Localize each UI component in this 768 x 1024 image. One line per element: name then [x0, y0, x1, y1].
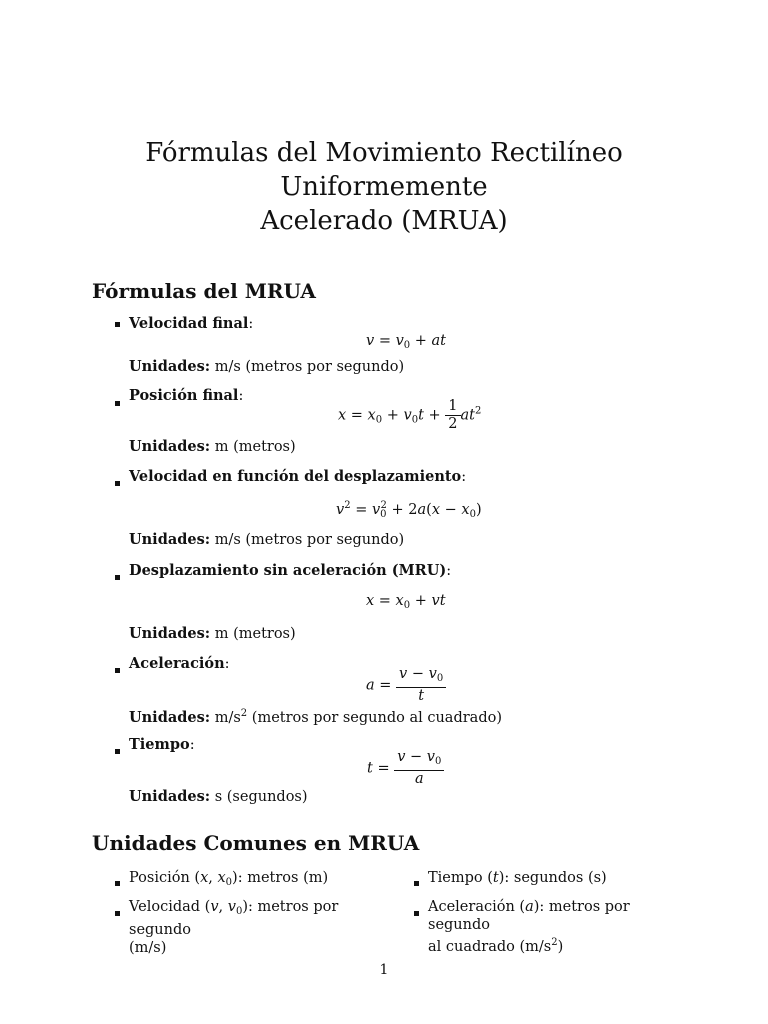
item-label: Velocidad en función del desplazamiento	[129, 468, 462, 485]
units-posicion-final	[129, 438, 296, 456]
units-value: m (metros)	[214, 626, 296, 642]
item-label: Desplazamiento sin aceleración (MRU)	[129, 562, 447, 579]
list-item-posicion-final: Posición final:	[129, 387, 244, 404]
list-item-velocidad-final: Velocidad final:	[129, 315, 254, 332]
units-item-posicion: Posición (x, $x_0$): metros (m)	[129, 870, 329, 888]
bullet-marker	[115, 575, 120, 580]
formula-velocidad-desplazamiento: $v^2 = v_0^2 + 2a(x - x_0)$	[336, 500, 482, 520]
units-value: s (segundos)	[214, 789, 308, 805]
units-item-aceleracion: Aceleración (a): metros por segundo al cuadrado $(m/s^2)$	[428, 899, 630, 955]
bullet-marker	[115, 668, 120, 673]
units-aceleracion	[129, 705, 502, 727]
formula-posicion-final: $x = x_0 + v_0t$ + $\frac{1}{2}$ $at^2$	[338, 398, 482, 432]
formula-desplazamiento-mru: $x = x_0$ + vt	[366, 593, 446, 611]
units-tiempo	[129, 788, 308, 806]
units-label: Unidades:	[129, 531, 211, 548]
formula-tiempo: t = $\frac{v - v_0}{a}$	[367, 749, 444, 788]
units-label: Unidades:	[129, 709, 211, 726]
bullet-marker	[115, 401, 120, 406]
list-item-desplazamiento-mru: Desplazamiento sin aceleración (MRU):	[129, 562, 452, 579]
units-label: Unidades:	[129, 625, 211, 642]
units-value: $m/s^2$ (metros por segundo al cuadrado)	[214, 708, 502, 726]
section-title-formulas: Fórmulas del MRUA	[92, 279, 316, 303]
bullet-marker	[115, 322, 120, 327]
bullet-marker	[115, 481, 120, 486]
units-label: Unidades:	[129, 438, 211, 455]
section-title-units: Unidades Comunes en MRUA	[92, 831, 420, 855]
item-label: Posición final	[129, 387, 239, 404]
item-label: Velocidad final	[129, 315, 249, 332]
item-label: Aceleración	[129, 655, 225, 672]
units-velocidad-desplazamiento	[129, 531, 404, 549]
units-label: Unidades:	[129, 358, 211, 375]
item-label: Tiempo	[129, 736, 190, 753]
bullet-marker	[115, 749, 120, 754]
units-desplazamiento-mru	[129, 625, 296, 643]
units-label: Unidades:	[129, 788, 211, 805]
units-value: m (metros)	[214, 439, 296, 455]
units-value: m/s (metros por segundo)	[214, 359, 405, 375]
bullet-marker	[414, 881, 419, 886]
list-item-tiempo: Tiempo:	[129, 736, 195, 753]
units-item-tiempo: Tiempo (t): segundos (s)	[428, 870, 607, 886]
units-value: m/s (metros por segundo)	[214, 532, 405, 548]
title-line-1: Fórmulas del Movimiento Rectilíneo Uniformemente	[145, 138, 623, 202]
units-velocidad-final	[129, 358, 404, 376]
bullet-marker	[414, 911, 419, 916]
bullet-marker	[115, 881, 120, 886]
document-title	[60, 136, 708, 238]
title-line-2: Acelerado (MRUA)	[260, 206, 508, 236]
list-item-velocidad-desplazamiento: Velocidad en función del desplazamiento:	[129, 468, 467, 485]
units-item-velocidad: Velocidad (v, $v_0$): metros por segundo (m/s)	[129, 899, 339, 956]
page-number: 1	[379, 962, 389, 978]
formula-velocidad-final: $v = v_0$ + at	[366, 333, 447, 351]
list-item-aceleracion: Aceleración:	[129, 655, 230, 672]
formula-aceleracion: a = $\frac{v - v_0}{t}$	[366, 666, 446, 705]
bullet-marker	[115, 911, 120, 916]
